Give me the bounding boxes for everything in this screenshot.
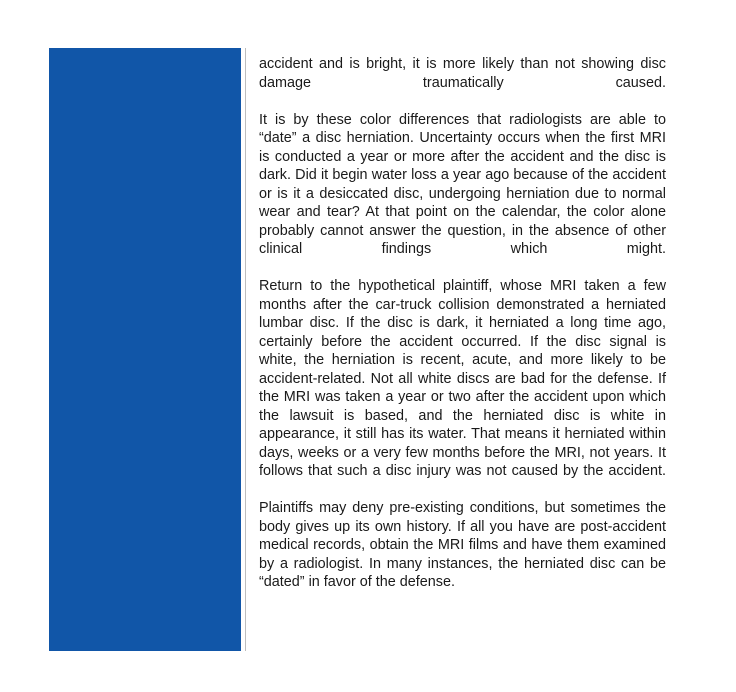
- column-divider: [245, 48, 246, 651]
- article-text-column: [259, 55, 666, 592]
- paragraph-hypothetical-plaintiff: Return to the hypothetical plaintiff, whose MRI taken a few months after the car-truck collision demonstrated a herniated lumbar disc. If the disc is dark, it herniated a long time ago, certainly before the accident occurred. If the disc signal is white, the herniation is recent, acute, and more likely to be accident-related. Not all white discs are bad for the defense. If the MRI was taken a year or two after the accident upon which the lawsuit is based, and the herniated disc is white in appearance, it still has its water. That means it herniated within days, weeks or a very few months before the MRI, not years. It follows that such a disc injury was not caused by the accident.: [259, 278, 666, 479]
- paragraph-conclusion: Plaintiffs may deny pre-existing conditions, but sometimes the body gives up its own history. If all you have are post-accident medical records, obtain the MRI films and have them examined by a radiologist. In many instances, the herniated disc can be “dated” in favor of the defense.: [259, 500, 666, 590]
- sidebar-color-bar: [49, 48, 241, 651]
- paragraph-color-dating: It is by these color differences that radiologists are able to “date” a disc herniation. Uncertainty occurs when the first MRI is conducted a year or more after the accident and the disc is dark. Did it begin water loss a year ago because of the accident or is it a desiccated disc, undergoing herniation due to normal wear and tear? At that point on the calendar, the color alone probably cannot answer the question, in the absence of other clinical findings which might.: [259, 111, 666, 257]
- paragraph-continuation: accident and is bright, it is more likely than not showing disc damage traumatically caused.: [259, 56, 666, 91]
